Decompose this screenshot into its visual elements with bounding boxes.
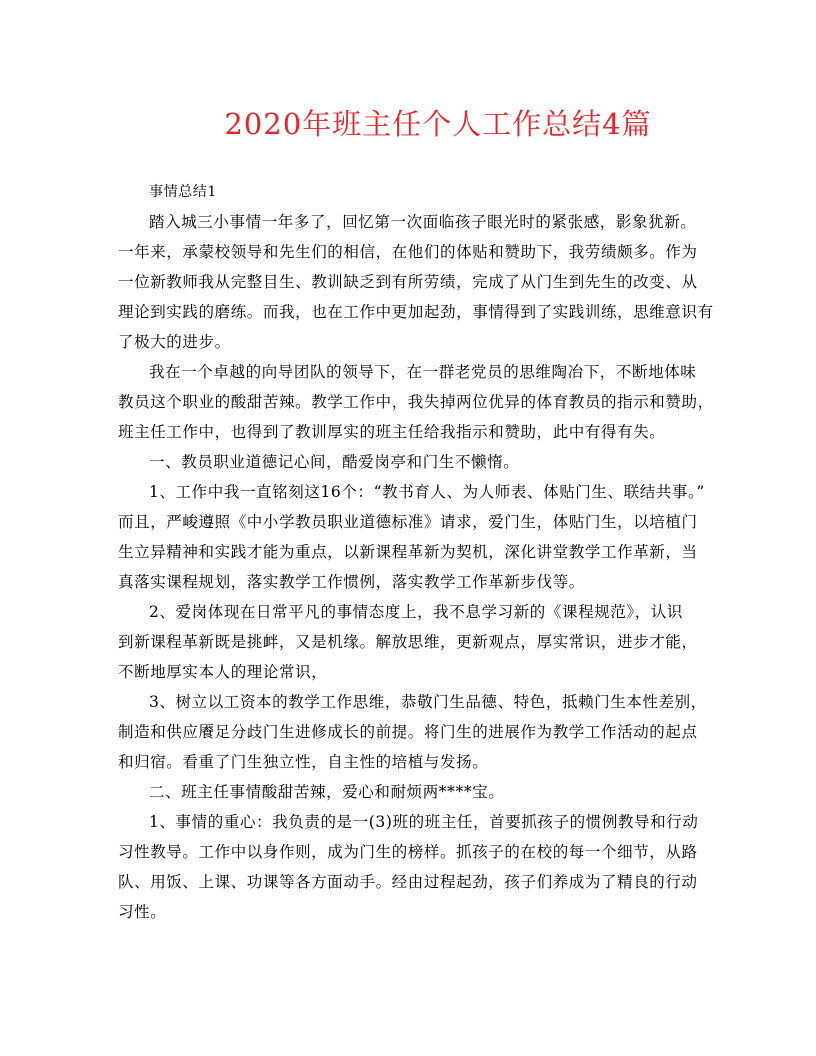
text-line: 1、事情的重心：我负责的是一(3)班的班主任，首要抓孩子的惯例教导和行动 bbox=[149, 813, 699, 831]
text-line: 踏入城三小事情一年多了，回忆第一次面临孩子眼光时的紧张感，影象犹新。 bbox=[149, 213, 697, 231]
text-line: 1、工作中我一直铭刻这16个：“教书育人、为人师表、体贴门生、联结共事。” bbox=[149, 483, 705, 501]
text-line: 二、班主任事情酸甜苦辣，爱心和耐烦两****宝。 bbox=[149, 783, 505, 801]
text-line: 习性。 bbox=[118, 903, 167, 921]
text-line: 和归宿。看重了门生独立性，自主性的培植与发扬。 bbox=[118, 753, 489, 771]
text-line: 不断地厚实本人的理论常识， bbox=[118, 663, 328, 681]
text-line: 班主任工作中，也得到了教训厚实的班主任给我指示和赞助，此中有得有失。 bbox=[118, 423, 666, 441]
text-line: 理论到实践的磨练。而我，也在工作中更加起劲，事情得到了实践训练，思维意识有 bbox=[118, 303, 714, 321]
text-line: 习性教导。工作中以身作则，成为门生的榜样。抓孩子的在校的每一个细节，从路 bbox=[118, 843, 698, 861]
text-line: 2、爱岗体现在日常平凡的事情态度上，我不息学习新的《课程规范》，认识 bbox=[149, 603, 684, 621]
text-line: 事情总结1 bbox=[149, 184, 217, 200]
text-line: 制造和供应餍足分歧门生进修成长的前提。将门生的进展作为教学工作活动的起点 bbox=[118, 723, 698, 741]
text-line: 到新课程革新既是挑衅，又是机缘。解放思维，更新观点，厚实常识，进步才能， bbox=[118, 633, 698, 651]
text-line: 队、用饭、上课、功课等各方面动手。经由过程起劲，孩子们养成为了精良的行动 bbox=[118, 873, 698, 891]
document-body bbox=[118, 177, 714, 927]
text-line: 生立异精神和实践才能为重点，以新课程革新为契机，深化讲堂教学工作革新，当 bbox=[118, 543, 698, 561]
text-line: 我在一个卓越的向导团队的领导下，在一群老党员的思维陶冶下，不断地体味 bbox=[149, 363, 697, 381]
text-line: 一、教员职业道德记心间，酷爱岗亭和门生不懒惰。 bbox=[149, 453, 520, 471]
text-line: 3、树立以工资本的教学工作思维，恭敬门生品德、特色，抵赖门生本性差别， bbox=[149, 693, 707, 711]
text-line: 而且，严峻遵照《中小学教员职业道德标准》请求，爱门生，体贴门生，以培植门 bbox=[118, 513, 698, 531]
text-line: 一位新教师我从完整目生、教训缺乏到有所劳绩，完成了从门生到先生的改变、从 bbox=[118, 273, 698, 291]
text-line: 一年来，承蒙校领导和先生们的相信，在他们的体贴和赞助下，我劳绩颇多。作为 bbox=[118, 243, 698, 261]
text-line: 真落实课程规划，落实教学工作惯例，落实教学工作革新步伐等。 bbox=[118, 573, 585, 591]
text-line: 教员这个职业的酸甜苦辣。教学工作中，我失掉两位优异的体育教员的指示和赞助， bbox=[118, 393, 714, 411]
text-line: 了极大的进步。 bbox=[118, 333, 231, 351]
document-title: 2020年班主任个人工作总结4篇 bbox=[224, 107, 652, 141]
